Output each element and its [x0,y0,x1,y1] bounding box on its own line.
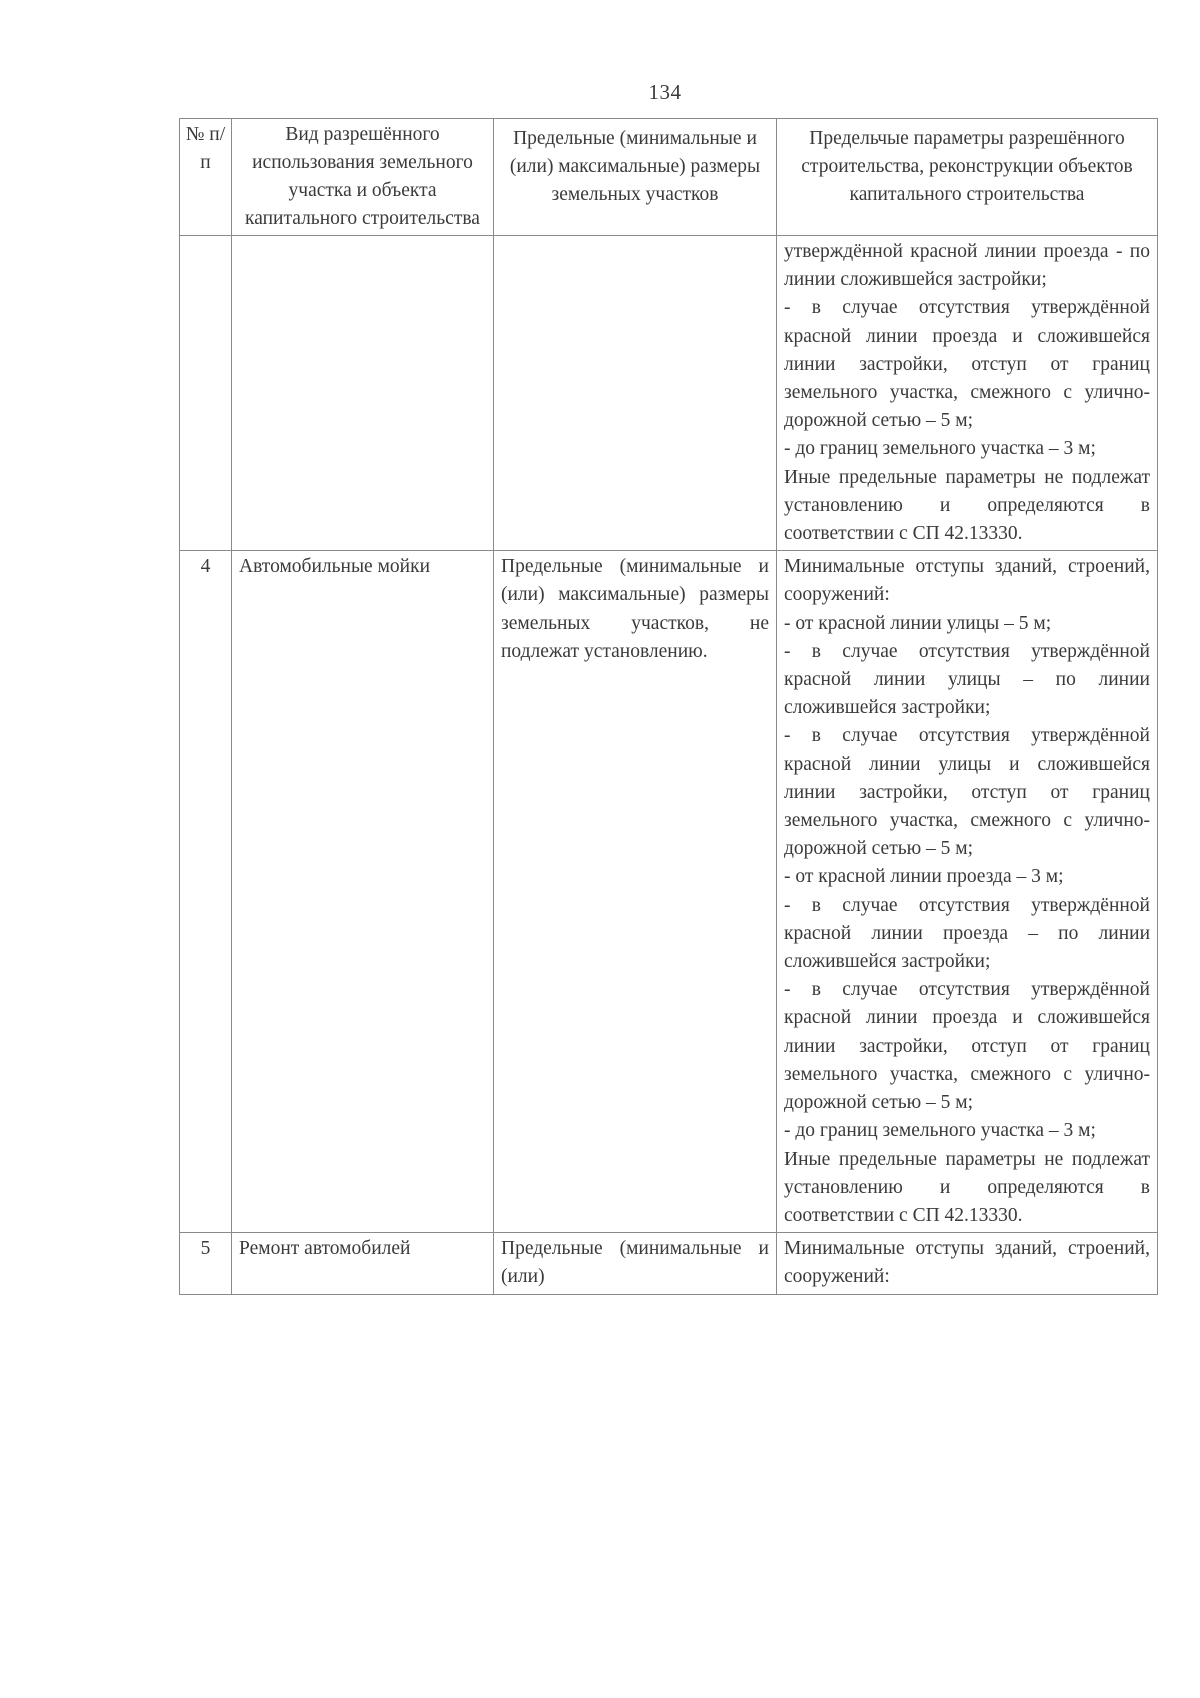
table-header-row [180,119,1158,236]
row-use-type [232,236,494,551]
param-line: - в случае отсутствия утверждённой красной линии улицы – по линии сложившейся застройки; [784,640,1150,719]
row-num: 4 [180,551,232,1233]
page-number: 134 [648,80,682,104]
header-num: № п/п [180,119,232,236]
param-line: - в случае отсутствия утверждённой красной линии проезда и сложившейся линии застройки, отступ от границ земельного участка, смежного с улично-дорожной сетью – 5 м; [784,979,1150,1114]
param-line: Минимальные отступы зданий, строений, сооружений: [784,556,1150,606]
param-line: - в случае отсутствия утверждённой красной линии проезда и сложившейся линии застройки, отступ от границ земельного участка, смежного с улично-дорожной сетью – 5 м; [784,297,1150,432]
header-use-type: Вид разрешённого использования земельного участка и объекта капитального строительства [232,119,494,236]
row-params [777,551,1158,1233]
table-row [180,1233,1158,1294]
row-params [777,1233,1158,1294]
table-row [180,236,1158,551]
table-row [180,551,1158,1233]
row-plot-sizes: Предельные (минимальные и (или) максимальные) размеры земельных участков, не подлежат установлению. [494,551,777,1233]
param-line: Иные предельные параметры не подлежат установлению и определяются в соответствии с СП 42.13330. [784,1148,1150,1226]
param-line: - в случае отсутствия утверждённой красной линии проезда – по линии сложившейся застройки; [784,894,1150,973]
header-build-params: Предельчые параметры разрешённого строительства, реконструкции объектов капитального строительства [777,119,1158,236]
param-line: утверждённой красной линии проезда - по линии сложившейся застройки; [784,241,1150,291]
param-line: - от красной линии проезда – 3 м; [784,866,1064,888]
param-line: Иные предельные параметры не подлежат установлению и определяются в соответствии с СП 42.13330. [784,466,1150,545]
row-plot-sizes: Предельные (минимальные и (или) [494,1233,777,1294]
param-line: - в случае отсутствия утверждённой красной линии улицы и сложившейся линии застройки, отступ от границ земельного участка, смежного с улично-дорожной сетью – 5 м; [784,725,1150,860]
row-params [777,236,1158,551]
row-plot-sizes [494,236,777,551]
row-num [180,236,232,551]
row-num: 5 [180,1233,232,1294]
param-line: - до границ земельного участка – 3 м; [784,1120,1096,1142]
header-plot-sizes: Предельные (минимальные и (или) максимальные) размеры земельных участков [494,119,777,236]
param-line: - от красной линии улицы – 5 м; [784,612,1052,634]
row-use-type: Автомобильные мойки [232,551,494,1233]
param-line: Минимальные отступы зданий, строений, сооружений: [784,1238,1150,1288]
param-line: - до границ земельного участка – 3 м; [784,438,1096,460]
row-use-type: Ремонт автомобилей [232,1233,494,1294]
regulations-table [179,118,1158,1295]
